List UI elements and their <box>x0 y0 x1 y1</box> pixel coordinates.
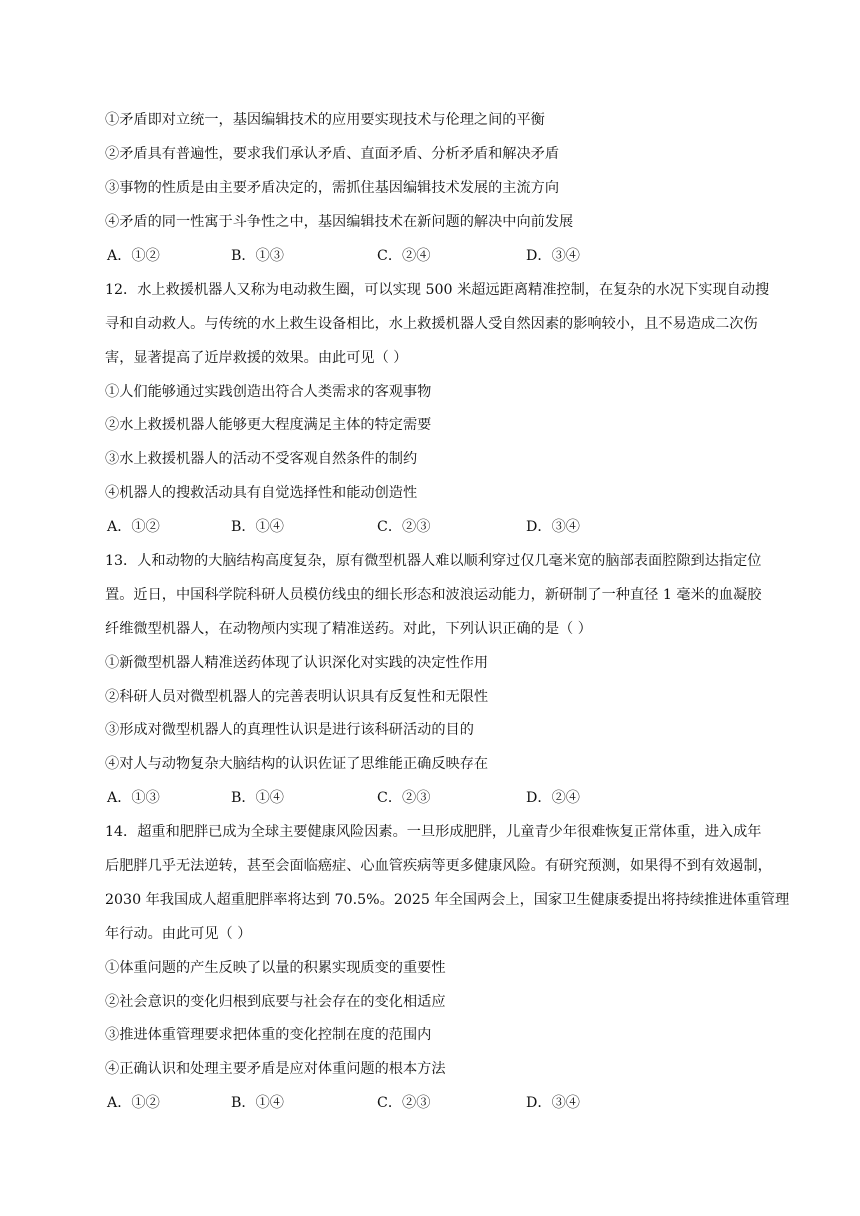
q14-stem-line-3: 2030 年我国成人超重肥胖率将达到 70.5%。2025 年全国两会上，国家卫生健康委提出将持续推进体重管理 <box>105 892 790 908</box>
q12-statement-3: ③水上救援机器人的活动不受客观自然条件的制约 <box>105 451 418 467</box>
q12-option-b[interactable]: B．①④ <box>231 519 284 535</box>
q12-statement-2: ②水上救援机器人能够更大程度满足主体的特定需要 <box>105 417 432 433</box>
q14-option-d[interactable]: D．③④ <box>526 1095 580 1111</box>
q14-statement-1: ①体重问题的产生反映了以量的积累实现质变的重要性 <box>105 960 446 976</box>
q12-options <box>105 515 795 539</box>
q11-option-d[interactable]: D．③④ <box>526 248 580 264</box>
q14-option-c[interactable]: C．②③ <box>377 1095 431 1111</box>
q13-statement-3: ③形成对微型机器人的真理性认识是进行该科研活动的目的 <box>105 722 474 738</box>
q13-stem-line-1: 13．人和动物的大脑结构高度复杂，原有微型机器人难以顺利穿过仅几毫米宽的脑部表面腔隙到达指定位 <box>105 553 762 569</box>
q12-stem-line-3: 害，显著提高了近岸救援的效果。由此可见（ ） <box>105 350 408 366</box>
q14-option-a[interactable]: A．①② <box>107 1095 160 1111</box>
q11-option-b[interactable]: B．①③ <box>231 248 284 264</box>
q12-option-c[interactable]: C．②③ <box>377 519 431 535</box>
q14-statement-3: ③推进体重管理要求把体重的变化控制在度的范围内 <box>105 1027 432 1043</box>
q11-options <box>105 244 795 268</box>
q13-stem-line-3: 纤维微型机器人，在动物颅内实现了精准送药。对此，下列认识正确的是（ ） <box>105 621 592 637</box>
q12-stem-line-1: 12．水上救援机器人又称为电动救生圈，可以实现 500 米超远距离精准控制，在复杂的水况下实现自动搜 <box>105 282 770 298</box>
q14-statement-2: ②社会意识的变化归根到底要与社会存在的变化相适应 <box>105 994 446 1010</box>
q14-option-b[interactable]: B．①④ <box>231 1095 284 1111</box>
q12-stem-line-2: 寻和自动救人。与传统的水上救生设备相比，水上救援机器人受自然因素的影响较小，且不易造成二次伤 <box>105 316 758 332</box>
q13-option-c[interactable]: C．②③ <box>377 790 431 806</box>
q13-stem-line-2: 置。近日，中国科学院科研人员模仿线虫的细长形态和波浪运动能力，新研制了一种直径 1 毫米的血凝胶 <box>105 587 762 603</box>
q11-option-c[interactable]: C．②④ <box>377 248 431 264</box>
q11-option-a[interactable]: A．①② <box>107 248 160 264</box>
q14-options <box>105 1091 795 1115</box>
q14-stem-line-4: 年行动。由此可见（ ） <box>105 926 252 942</box>
q14-stem-line-2: 后肥胖几乎无法逆转，甚至会面临癌症、心血管疾病等更多健康风险。有研究预测，如果得不到有效遏制， <box>105 858 772 874</box>
q14-statement-4: ④正确认识和处理主要矛盾是应对体重问题的根本方法 <box>105 1061 446 1077</box>
q12-statement-1: ①人们能够通过实践创造出符合人类需求的客观事物 <box>105 384 432 400</box>
q13-option-b[interactable]: B．①④ <box>231 790 284 806</box>
q13-option-d[interactable]: D．②④ <box>526 790 580 806</box>
q11-statement-3: ③事物的性质是由主要矛盾决定的，需抓住基因编辑技术发展的主流方向 <box>105 180 560 196</box>
q13-option-a[interactable]: A．①③ <box>107 790 160 806</box>
q12-statement-4: ④机器人的搜救活动具有自觉选择性和能动创造性 <box>105 485 418 501</box>
q11-statement-1: ①矛盾即对立统一，基因编辑技术的应用要实现技术与伦理之间的平衡 <box>105 112 545 128</box>
q12-option-d[interactable]: D．③④ <box>526 519 580 535</box>
q13-statement-1: ①新微型机器人精准送药体现了认识深化对实践的决定性作用 <box>105 655 489 671</box>
q14-stem-line-1: 14．超重和肥胖已成为全球主要健康风险因素。一旦形成肥胖，儿童青少年很难恢复正常体重，进入成年 <box>105 824 762 840</box>
q13-statement-4: ④对人与动物复杂大脑结构的认识佐证了思维能正确反映存在 <box>105 756 489 772</box>
q13-statement-2: ②科研人员对微型机器人的完善表明认识具有反复性和无限性 <box>105 689 489 705</box>
q11-statement-4: ④矛盾的同一性寓于斗争性之中，基因编辑技术在新问题的解决中向前发展 <box>105 214 574 230</box>
q11-statement-2: ②矛盾具有普遍性，要求我们承认矛盾、直面矛盾、分析矛盾和解决矛盾 <box>105 146 560 162</box>
q12-option-a[interactable]: A．①② <box>107 519 160 535</box>
q13-options <box>105 786 795 810</box>
